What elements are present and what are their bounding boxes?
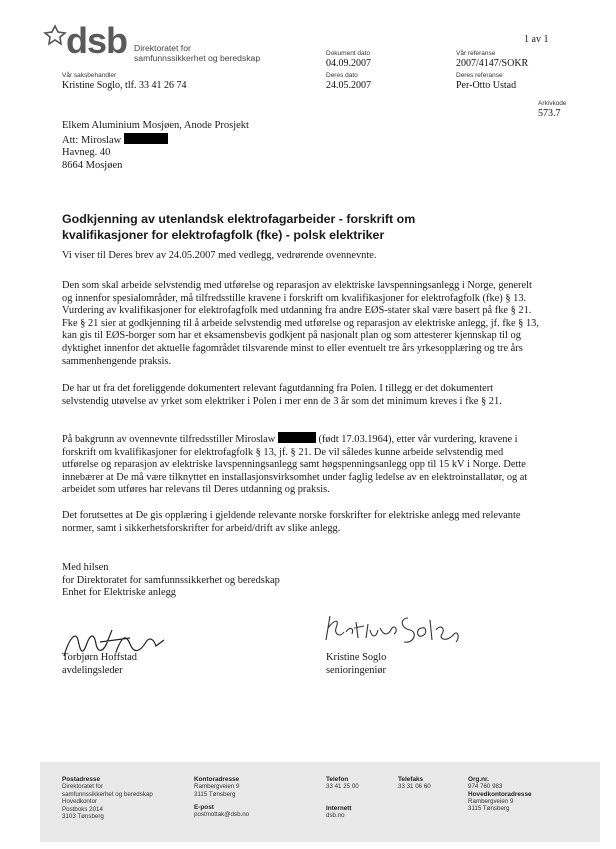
our-ref: 2007/4147/SOKR — [456, 58, 529, 69]
your-date-label: Deres dato — [326, 72, 358, 79]
signatory-2 — [326, 652, 386, 677]
our-ref-label: Vår referanse — [456, 50, 496, 57]
signature-soglo — [318, 610, 468, 654]
closing-unit: Enhet for Elektriske anlegg — [62, 587, 176, 599]
closing — [62, 562, 280, 600]
footer-orgnr-label: Org.nr. — [468, 776, 489, 783]
recipient-address — [62, 120, 249, 172]
footer-fax — [398, 776, 431, 791]
footer-fax-label: Telefaks — [398, 776, 424, 783]
paragraph-2: De har ut fra det foreliggende dokumentert relevant fagutdanning fra Polen. I tillegg er det dokumentert selvstendig utøvelse av yrket som elektriker i Polen i mer enn de 3 år som det minimum kreves i fke § 21. — [62, 383, 502, 407]
footer-email-label: E-post — [194, 804, 214, 812]
dsb-logo — [42, 24, 68, 51]
signatory-1 — [62, 652, 137, 677]
your-date: 24.05.2007 — [326, 80, 371, 91]
your-ref: Per-Otto Ustad — [456, 80, 517, 91]
doc-date-label: Dokument dato — [326, 50, 371, 57]
paragraph-3: På bakgrunn av ovennevnte tilfredsstiller Miroslaw (født 17.03.1964), etter vår vurdering, kravene i forskrift om kvalifikasjoner for elektrofagfolk § 13, jf. § 21. De vil således kunne arbeide selvstendig med utførelse og reparasjon av elektriske lavspenningsanlegg samt høgspenningsanlegg opp til 15 kV i Norge. Dette innebærer at De må være tilknyttet en installasjonsvirksomhet under faglig ledelse av en elektroinstallatør, og at arbeidet som utføres har relevans til Deres utdanning og praksis. — [62, 434, 528, 496]
your-ref-label: Deres referanse — [456, 72, 503, 79]
signatory-1-role: avdelingsleder — [62, 664, 123, 676]
footer-hq-line: 3115 Tønsberg — [468, 805, 510, 813]
archive-code-label: Arkivkode — [538, 100, 567, 107]
closing-greeting: Med hilsen — [62, 562, 109, 573]
footer-postal-line: Postboks 2014 — [62, 805, 103, 813]
footer-email: postmottak@dsb.no — [194, 811, 250, 819]
signatory-2-role: senioringeniør — [326, 664, 387, 676]
footer-hq-label: Hovedkontoradresse — [468, 790, 532, 798]
footer-office-line: 3115 Tønsberg — [194, 790, 236, 798]
recipient-company: Elkem Aluminium Mosjøen, Anode Prosjekt — [62, 120, 249, 131]
footer-phone-number: 33 41 25 00 — [326, 783, 359, 790]
footer-postal — [62, 776, 153, 821]
agency-name-line2: samfunnssikkerhet og beredskap — [134, 53, 261, 63]
footer-postal-line: Direktoratet for — [62, 783, 103, 790]
footer-orgnr: 974 760 983 — [468, 783, 503, 790]
footer-fax-number: 33 31 06 60 — [398, 783, 431, 790]
letter-title: Godkjenning av utenlandsk elektrofagarbeider - forskrift om kvalifikasjoner for elektrofagfolk (fke) - polsk elektriker — [62, 212, 416, 242]
dsb-star-icon — [42, 24, 68, 46]
dsb-wordmark: dsb — [66, 20, 128, 61]
page-number: 1 av 1 — [524, 34, 549, 45]
case-handler-label: Vår saksbehandler — [62, 72, 117, 79]
archive-code: 573.7 — [538, 108, 561, 119]
footer-office-line: Rambergveien 9 — [194, 783, 240, 790]
doc-date: 04.09.2007 — [326, 58, 371, 69]
footer-office-label: Kontoradresse — [194, 776, 240, 783]
recipient-postal: 8664 Mosjøen — [62, 159, 123, 171]
footer-org — [468, 776, 532, 813]
paragraph-4: Det forutsettes at De gis opplæring i gjeldende relevante norske forskrifter for elektriske anlegg med relevante normer, samt i sikkerhetsforskrifter for arbeid/drift av slike anlegg. — [62, 510, 521, 534]
footer-postal-line: samfunnssikkerhet og beredskap — [62, 790, 153, 798]
agency-name — [134, 43, 260, 63]
footer-office — [194, 776, 249, 819]
redaction-bar — [278, 432, 316, 443]
footer-postal-label: Postadresse — [62, 776, 101, 783]
footer-postal-line: 3103 Tønsberg — [62, 813, 104, 821]
footer-phone-label: Telefon — [326, 776, 349, 783]
agency-name-line1: Direktoratet for — [134, 43, 191, 53]
closing-agency: for Direktoratet for samfunnssikkerhet og beredskap — [62, 574, 280, 586]
footer-postal-line: Hovedkontor — [62, 798, 98, 806]
redaction-bar — [124, 133, 168, 144]
signatory-2-name: Kristine Soglo — [326, 652, 387, 663]
paragraph-1: Den som skal arbeide selvstendig med utførelse og reparasjon av elektriske lavspenningsanlegg i Norge, generelt og innenfor spesialområder, må tilfredsstille kravene i forskrift om kvalifikasjoner for elektrofagfolk (fke) § 13. Vurdering av kvalifikasjoner for elektrofagfolk med utdanning fra andre EØS-stater skal være basert på fke § 21. Fke § 21 sier at godkjenning til å arbeide selvstendig med utførelse og reparasjon av elektriske anlegg, jf. fke § 13, kan gis til EØS-borger som har et eksamensbevis godkjent på nasjonalt plan og som attesterer kjennskap til og dyktighet innenfor det aktuelle fagområdet tilsvarende minst to eller eventuelt tre års yrkesopplæring og tre års sammenhengende praksis. — [62, 280, 539, 367]
intro-paragraph: Vi viser til Deres brev av 24.05.2007 med vedlegg, vedrørende ovennevnte. — [62, 250, 377, 261]
footer-phone — [326, 776, 359, 819]
footer-web: dsb.no — [326, 811, 345, 819]
footer-hq-line: Rambergveien 9 — [468, 797, 514, 805]
signatory-1-name: Torbjørn Hoffstad — [62, 652, 137, 663]
case-handler: Kristine Soglo, tlf. 33 41 26 74 — [62, 80, 187, 91]
recipient-att: Att: Miroslaw — [62, 133, 249, 148]
recipient-street: Havneg. 40 — [62, 147, 111, 159]
footer-web-label: Internett — [326, 804, 352, 812]
